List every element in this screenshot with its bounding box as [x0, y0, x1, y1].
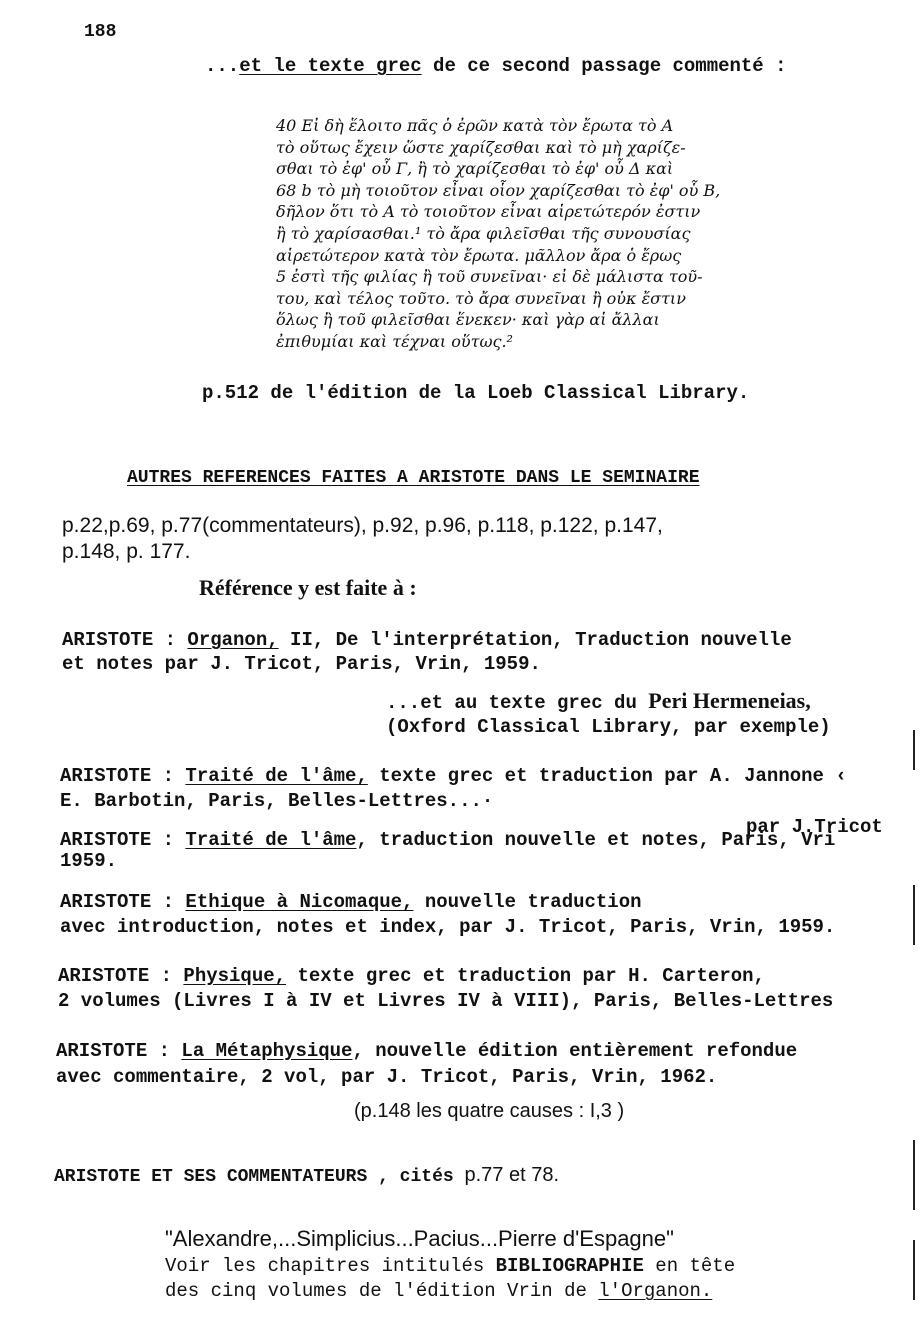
greek-line: δῆλον ὅτι τὸ Α τὸ τοιοῦτον εἶναι αἱρετώτερόν ἐστιν — [276, 202, 701, 222]
source-note: p.512 de l'édition de la Loeb Classical Library. — [202, 382, 750, 404]
ref-traite-jannone-line1 — [60, 765, 847, 787]
greek-line: ὅλως ἢ τοῦ φιλεῖσθαι ἕνεκεν· καὶ γὰρ αἱ ἄλλαι — [276, 310, 660, 330]
ref-traite-tricot-line1 — [60, 829, 835, 851]
organon-greek-line1 — [386, 688, 811, 714]
ref-organon-line2: et notes par J. Tricot, Paris, Vrin, 1959. — [62, 653, 541, 675]
organon-greek-prefix: ...et au texte grec du — [386, 692, 649, 714]
ref-traite-jannone-line2: E. Barbotin, Paris, Belles-Lettres...· — [60, 790, 494, 812]
ref-rest: , nouvelle édition entièrement refondue — [352, 1040, 798, 1062]
greek-passage — [276, 115, 776, 353]
intro-link: et le texte grec — [239, 55, 422, 77]
ref-metaphysique-line1 — [56, 1040, 797, 1062]
ref-author: ARISTOTE : — [62, 629, 188, 651]
organon-greek-line2: (Oxford Classical Library, par exemple) — [386, 716, 831, 738]
organon-greek-title: Peri Hermeneias, — [648, 688, 811, 713]
greek-line: 5 ἐστὶ τῆς φιλίας ἢ τοῦ συνεῖναι· εἰ δὲ μάλιστα τοῦ- — [276, 267, 703, 287]
scan-edge-line — [913, 1240, 915, 1300]
ref-traite-tricot-line2: 1959. — [60, 850, 118, 872]
scan-edge-line — [913, 1140, 915, 1210]
ref-author: ARISTOTE : — [58, 965, 184, 987]
pages-line-2: p.148, p. 177. — [62, 540, 191, 563]
ref-ethique-line1 — [60, 891, 642, 913]
reference-heading: Référence y est faite à : — [199, 575, 417, 600]
ref-author: ARISTOTE : — [60, 891, 186, 913]
ref-author: ARISTOTE : — [56, 1040, 182, 1062]
commentators-quote: "Alexandre,...Simplicius...Pacius...Pierre d'Espagne" — [165, 1226, 674, 1251]
ref-rest: II, De l'interprétation, Traduction nouvelle — [278, 629, 792, 651]
see-also-text: Voir les chapitres intitulés — [165, 1255, 496, 1277]
see-also-text: des cinq volumes de l'édition Vrin de — [165, 1280, 599, 1302]
ref-rest: texte grec et traduction par H. Carteron, — [286, 965, 765, 987]
ref-physique-line2: 2 volumes (Livres I à IV et Livres IV à VIII), Paris, Belles-Lettres — [58, 990, 834, 1012]
intro-rest: de ce second passage commenté : — [421, 55, 787, 77]
ref-title: Organon, — [187, 629, 279, 651]
metaphysique-note: (p.148 les quatre causes : I,3 ) — [354, 1100, 625, 1122]
ref-title: Traité de l'âme, — [185, 765, 368, 787]
ref-title: La Métaphysique — [181, 1040, 353, 1062]
page-number: 188 — [84, 22, 117, 42]
ref-physique-line1 — [58, 965, 765, 987]
greek-line: του, καὶ τέλος τοῦτο. τὸ ἄρα συνεῖναι ἢ οὐκ ἔστιν — [276, 288, 686, 308]
pages-line-1: p.22,p.69, p.77(commentateurs), p.92, p.96, p.118, p.122, p.147, — [62, 514, 663, 537]
ref-title: Traité de l'âme — [185, 829, 357, 851]
commentators-line — [54, 1164, 559, 1187]
ref-author: ARISTOTE : — [60, 765, 186, 787]
commentators-rest: , cités — [367, 1167, 465, 1187]
ref-author: ARISTOTE : — [60, 829, 186, 851]
greek-line: 68 b τὸ μὴ τοιοῦτον εἶναι οἷον χαρίζεσθαι τὸ ἐφ' οὗ Β, — [276, 180, 721, 200]
scan-edge-line — [913, 730, 915, 770]
section-heading: AUTRES REFERENCES FAITES A ARISTOTE DANS LE SEMINAIRE — [127, 468, 700, 488]
greek-text-intro — [205, 55, 787, 77]
ref-ethique-line2: avec introduction, notes et index, par J. Tricot, Paris, Vrin, 1959. — [60, 916, 836, 938]
ref-rest: , traduction nouvelle et notes, Paris, Vri — [356, 829, 836, 851]
see-also-line1 — [165, 1255, 735, 1277]
see-also-bibliographie: BIBLIOGRAPHIE — [495, 1255, 644, 1277]
ref-traite-tricot-overlay: par J.Tricot — [746, 816, 883, 838]
greek-line: ἐπιθυμίαι καὶ τέχναι οὕτως.² — [276, 331, 513, 351]
ref-metaphysique-line2: avec commentaire, 2 vol, par J. Tricot, Paris, Vrin, 1962. — [56, 1066, 718, 1088]
ref-rest: texte grec et traduction par A. Jannone ‹ — [367, 765, 847, 787]
see-also-organon-link: l'Organon. — [598, 1280, 713, 1302]
commentators-label: ARISTOTE ET SES COMMENTATEURS — [54, 1167, 368, 1187]
greek-line: αἱρετώτερον κατὰ τὸν ἔρωτα. μᾶλλον ἄρα ὁ ἔρως — [276, 245, 682, 265]
intro-prefix: ... — [205, 55, 240, 77]
greek-line: 40 Εἰ δὴ ἕλοιτο πᾶς ὁ ἐρῶν κατὰ τὸν ἔρωτα τὸ Α — [276, 116, 674, 135]
greek-line: τὸ οὕτως ἔχειν ὥστε χαρίζεσθαι καὶ τὸ μὴ χαρίζε- — [276, 137, 686, 157]
ref-title: Physique, — [183, 965, 287, 987]
ref-organon-line1 — [62, 629, 792, 651]
see-also-line2 — [165, 1280, 712, 1302]
ref-rest: nouvelle traduction — [413, 891, 642, 913]
see-also-text-end: en tête — [643, 1255, 736, 1277]
greek-line: σθαι τὸ ἐφ' οὗ Γ, ἢ τὸ χαρίζεσθαι τὸ ἐφ' οὗ Δ καὶ — [276, 159, 674, 179]
commentators-pages: p.77 et 78. — [464, 1164, 560, 1186]
ref-title: Ethique à Nicomaque, — [185, 891, 414, 913]
scan-edge-line — [913, 885, 915, 945]
greek-line: ἢ τὸ χαρίσασθαι.¹ τὸ ἄρα φιλεῖσθαι τῆς συνουσίας — [276, 223, 691, 243]
